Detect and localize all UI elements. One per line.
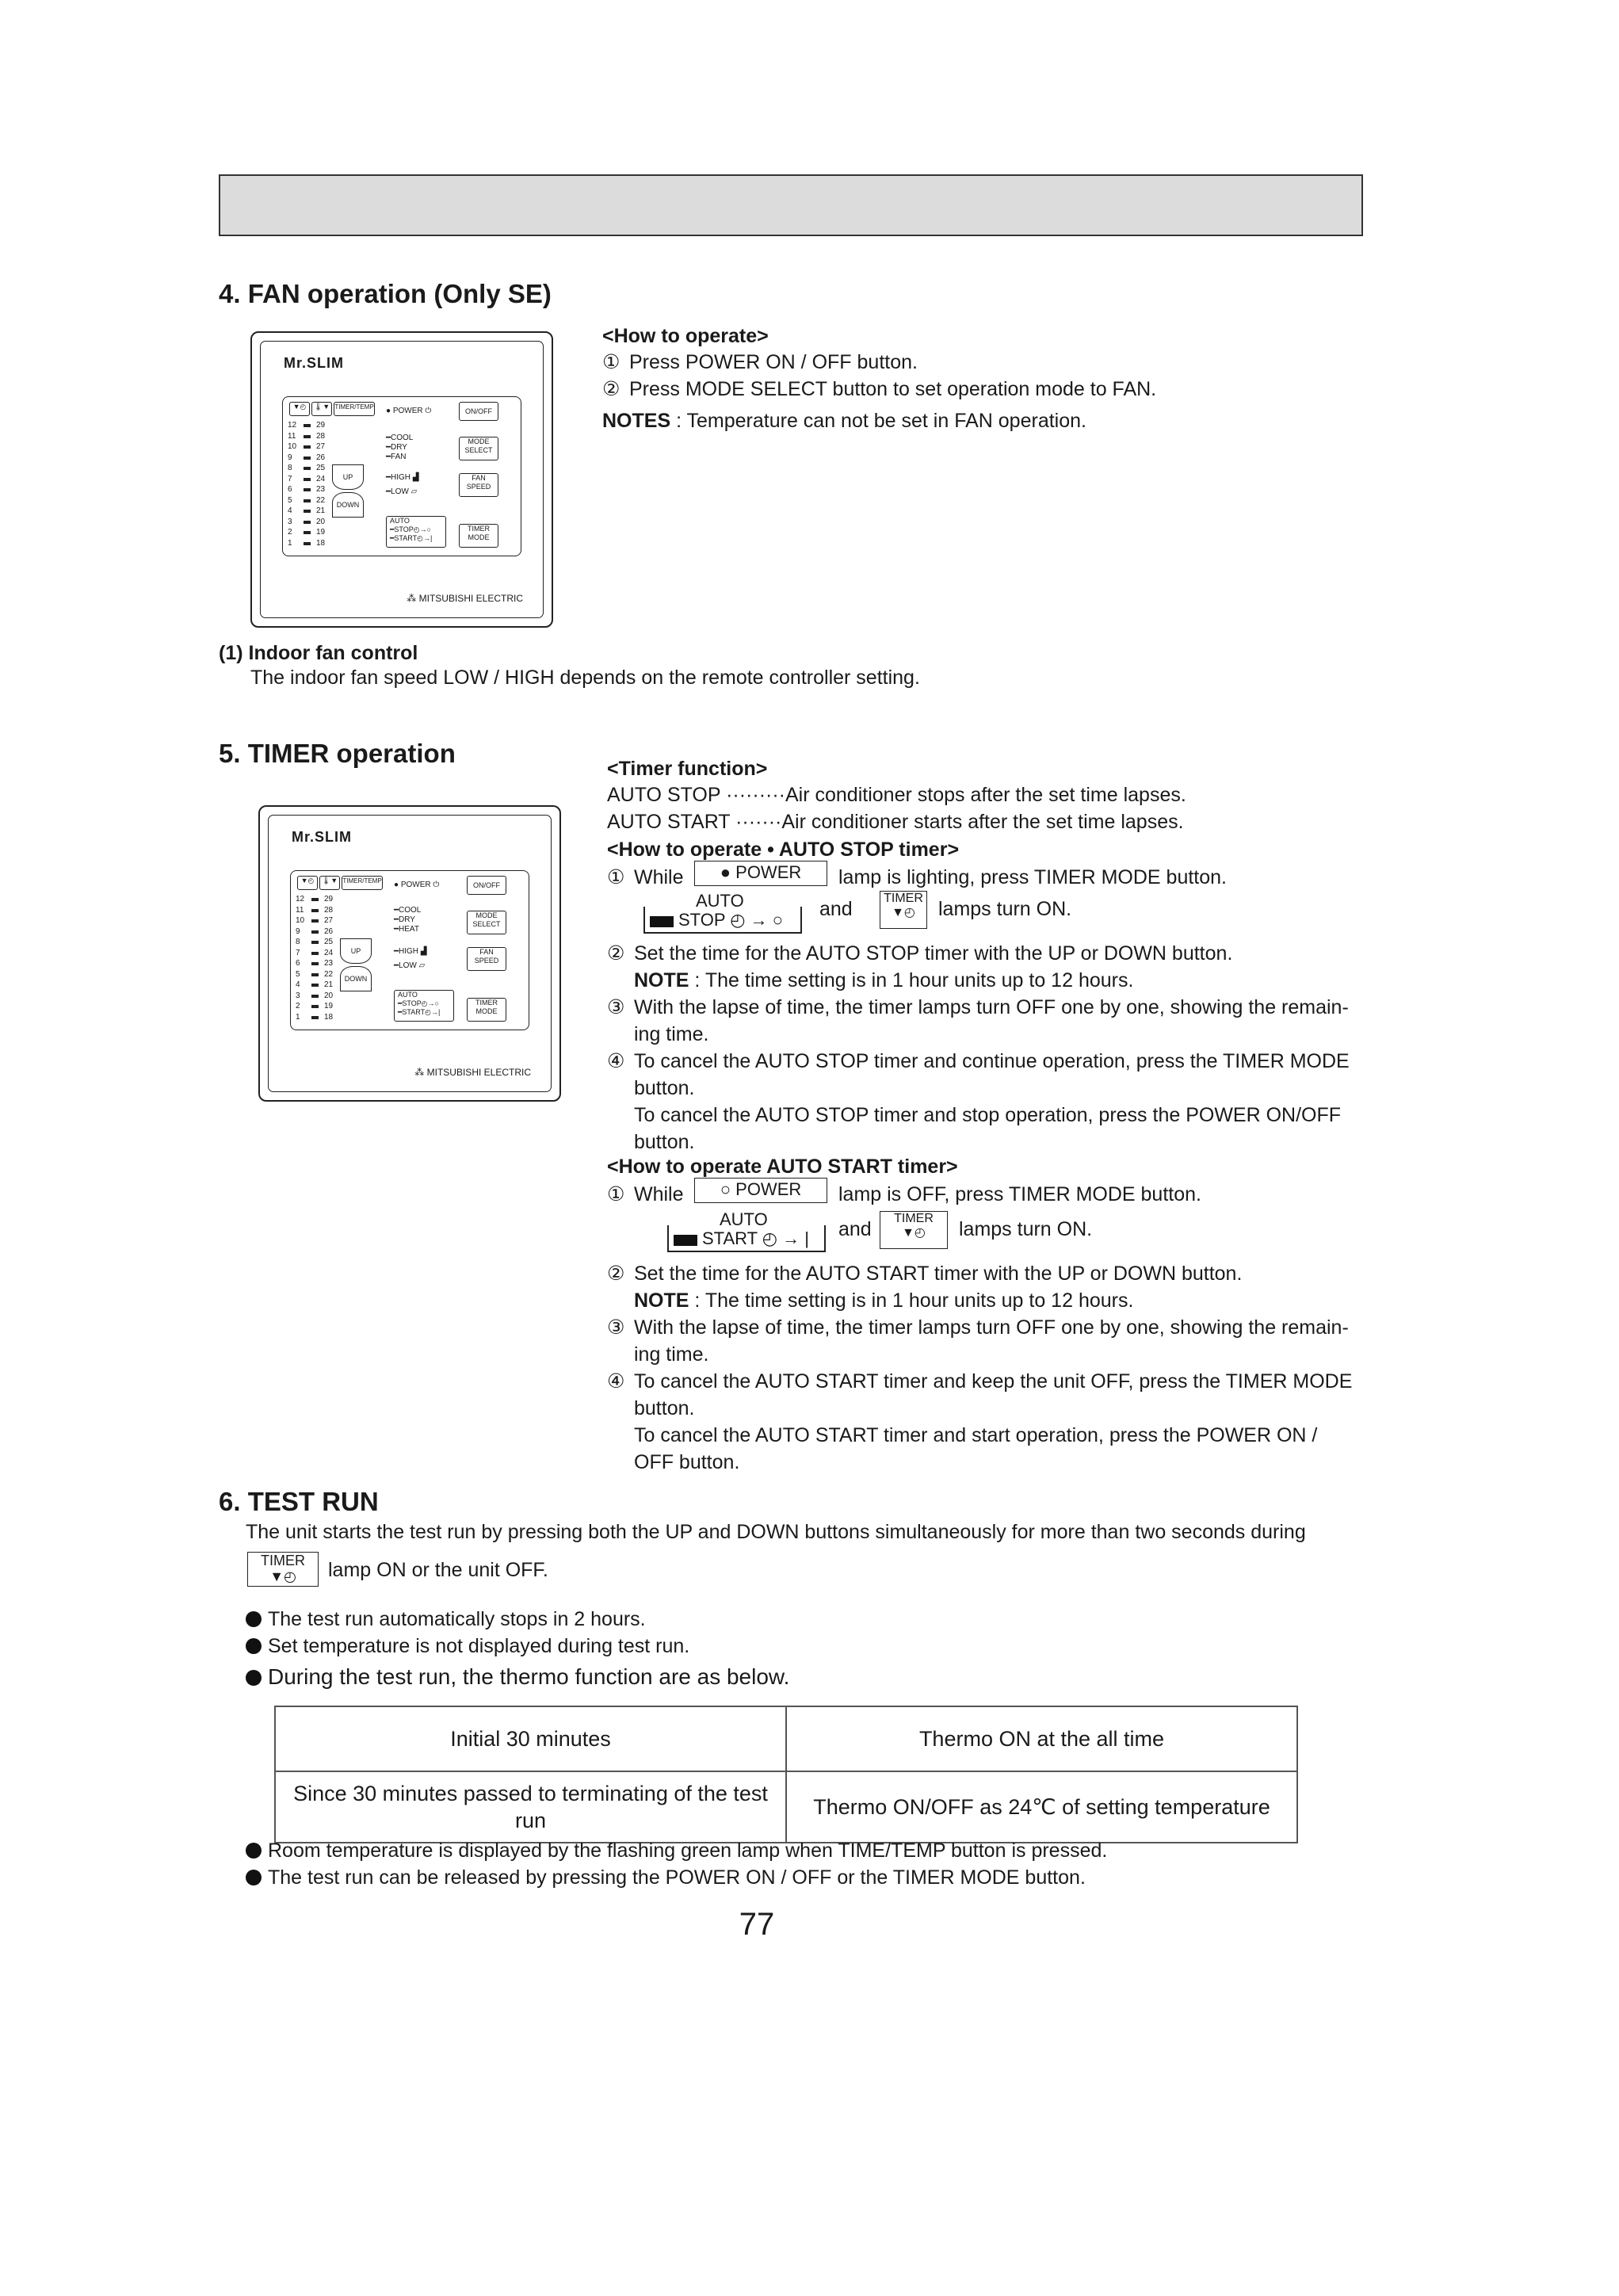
timer-down-icon: ▼◴	[289, 402, 310, 416]
lamp-bar	[650, 916, 674, 927]
auto-start-step-4: ④ To cancel the AUTO START timer and keep the unit OFF, press the TIMER MODE	[607, 1370, 1353, 1392]
scale-temp: 26	[324, 926, 334, 936]
scale-temp: 23	[324, 959, 334, 968]
auto-start-step-4-cont-b: To cancel the AUTO START timer and start operation, press the POWER ON /	[634, 1424, 1318, 1446]
scale-hour: 12	[296, 895, 305, 904]
auto-stop-title: <How to operate • AUTO STOP timer>	[607, 839, 960, 861]
temp-down-icon: 🌡▼	[311, 402, 332, 416]
scale-temp: 24	[316, 474, 326, 483]
scale-lamp	[304, 510, 311, 513]
mode-select-button: MODE SELECT	[459, 437, 498, 460]
scale-temp: 22	[324, 969, 334, 979]
scale-hour: 7	[288, 474, 292, 483]
down-button: DOWN	[332, 492, 364, 518]
high-lamp: ━HIGH ▟	[394, 947, 427, 956]
scale-lamp	[311, 930, 319, 934]
scale-lamp	[311, 919, 319, 923]
test-run-bullet: The test run automatically stops in 2 hours.	[246, 1606, 689, 1633]
test-run-bullet: Room temperature is displayed by the flashing green lamp when TIME/TEMP button is pressed.	[246, 1837, 1107, 1864]
auto-stop-note: NOTE : The time setting is in 1 hour units up to 12 hours.	[634, 969, 1134, 991]
timer-mode-button: TIMER MODE	[459, 524, 498, 548]
auto-start-step-3: ③ With the lapse of time, the timer lamps turn OFF one by one, showing the remain-	[607, 1316, 1349, 1339]
scale-hour: 8	[296, 938, 300, 946]
lamp-bar	[674, 1235, 697, 1246]
scale-hour: 9	[288, 453, 292, 462]
auto-start-step-4-cont-c: OFF button.	[634, 1451, 740, 1473]
indoor-fan-control-text: The indoor fan speed LOW / HIGH depends on the remote controller setting.	[250, 667, 920, 689]
test-run-bullet: Set temperature is not displayed during test run.	[246, 1633, 689, 1660]
bullet-icon	[246, 1670, 262, 1686]
auto-stop-step-1-rest: lamp is lighting, press TIMER MODE button.	[838, 866, 1227, 888]
auto-start-step-4-cont-a: button.	[634, 1397, 695, 1419]
bullet-icon	[246, 1611, 262, 1627]
start-label: START ◴ → |	[702, 1228, 809, 1248]
scale-hour: 3	[288, 517, 292, 526]
timer-lamp-box: TIMER ▼◴	[880, 891, 927, 929]
scale-lamp	[304, 445, 311, 449]
auto-stop-step-4-cont-a: button.	[634, 1077, 695, 1099]
low-lamp: ━LOW ▱	[394, 961, 426, 970]
scale-lamp	[311, 941, 319, 944]
scale-lamp	[304, 542, 311, 545]
maker-logo: ⁂ MITSUBISHI ELECTRIC	[407, 593, 523, 604]
timer-function-title: <Timer function>	[607, 758, 768, 780]
auto-start-title: <How to operate AUTO START timer>	[607, 1156, 958, 1178]
high-lamp: ━HIGH ▟	[386, 473, 419, 482]
page-number: 77	[739, 1907, 775, 1942]
section5-title: 5. TIMER operation	[219, 739, 456, 768]
scale-hour: 1	[288, 538, 292, 548]
auto-timer-lamps: AUTO ━STOP◴→○ ━START◴→|	[394, 990, 454, 1022]
up-button: UP	[332, 464, 364, 490]
scale-hour: 4	[296, 980, 300, 989]
up-button: UP	[340, 938, 372, 964]
power-lamp-on-box: ● POWER	[694, 861, 827, 886]
bullet-icon	[246, 1843, 262, 1859]
section4-title: 4. FAN operation (Only SE)	[219, 279, 552, 308]
table-cell: Thermo ON/OFF as 24℃ of setting temperature	[786, 1771, 1297, 1843]
auto-stop-steps	[607, 940, 1360, 1156]
table-cell: Initial 30 minutes	[275, 1706, 786, 1771]
scale-hour: 2	[288, 528, 292, 537]
cool-lamp: ━COOL	[394, 906, 422, 915]
and-text: and	[838, 1218, 872, 1240]
fan-step-1: ① Press POWER ON / OFF button.	[602, 351, 918, 373]
scale-lamp	[304, 435, 311, 438]
table-cell: Since 30 minutes passed to terminating of the test run	[275, 1771, 786, 1843]
scale-hour: 11	[296, 905, 304, 915]
scale-lamp	[304, 499, 311, 502]
scale-lamp	[311, 898, 319, 901]
auto-start-step-2: ② Set the time for the AUTO START timer with the UP or DOWN button.	[607, 1263, 1243, 1285]
auto-start-note: NOTE : The time setting is in 1 hour units up to 12 hours.	[634, 1289, 1134, 1312]
lamps-turn-on: lamps turn ON.	[938, 898, 1072, 920]
scale-lamp	[311, 962, 319, 965]
scale-hour: 6	[288, 485, 292, 494]
scale-lamp	[304, 457, 311, 460]
mode-select-button: MODE SELECT	[467, 911, 506, 934]
auto-stop-step-4-cont-c: button.	[634, 1131, 695, 1153]
low-lamp: ━LOW ▱	[386, 487, 418, 496]
auto-stop-step-1: ① While	[607, 866, 684, 888]
and-text: and	[819, 898, 853, 920]
stop-label: STOP ◴ → ○	[678, 910, 783, 930]
remote-brand: Mr.SLIM	[284, 355, 345, 371]
scale-hour: 4	[288, 506, 292, 515]
scale-hour: 6	[296, 959, 300, 968]
timer-lamp-box: TIMER ▼◴	[247, 1552, 319, 1587]
scale-temp: 25	[324, 938, 334, 946]
scale-hour: 1	[296, 1012, 300, 1022]
heat-lamp: ━HEAT	[394, 925, 419, 934]
scale-lamp	[311, 995, 319, 998]
bullet-icon	[246, 1638, 262, 1654]
scale-temp: 20	[324, 991, 334, 1000]
auto-start-step-3-cont: ing time.	[634, 1343, 709, 1366]
scale-lamp	[304, 424, 311, 427]
scale-temp: 23	[316, 485, 326, 494]
scale-hour: 7	[296, 948, 300, 957]
power-label: POWER	[392, 407, 423, 415]
scale-hour: 5	[296, 969, 300, 979]
scale-hour: 10	[296, 916, 305, 925]
auto-stop-step-3-cont: ing time.	[634, 1023, 709, 1045]
scale-temp: 29	[324, 895, 334, 904]
how-to-operate-title: <How to operate>	[602, 325, 769, 347]
timer-temp-button: TIMER/TEMP	[334, 402, 375, 416]
scale-temp: 28	[324, 905, 334, 915]
scale-lamp	[311, 984, 319, 987]
scale-hour: 10	[288, 442, 297, 451]
down-button: DOWN	[340, 966, 372, 991]
cool-lamp: ━COOL	[386, 434, 414, 442]
remote-controller-illustration-2	[258, 805, 561, 1102]
remote-brand: Mr.SLIM	[292, 829, 353, 845]
scale-lamp	[311, 952, 319, 955]
indoor-fan-control-title: (1) Indoor fan control	[219, 642, 418, 664]
scale-lamp	[311, 973, 319, 976]
table-row	[275, 1771, 1297, 1843]
remote-panel	[290, 870, 529, 1030]
scale-temp: 27	[324, 916, 334, 925]
auto-label: AUTO	[716, 1209, 771, 1230]
scale-temp: 29	[316, 421, 326, 430]
auto-stop-step-2: ② Set the time for the AUTO STOP timer with the UP or DOWN button.	[607, 942, 1233, 965]
scale-temp: 19	[316, 528, 326, 537]
timer-function-list	[607, 781, 1186, 835]
auto-timer-lamps: AUTO ━STOP◴→○ ━START◴→|	[386, 516, 446, 548]
scale-lamp	[311, 1005, 319, 1008]
remote-controller-illustration	[250, 331, 553, 628]
scale-temp: 21	[316, 506, 326, 515]
fan-steps	[602, 349, 1156, 403]
scale-lamp	[304, 488, 311, 491]
scale-lamp	[311, 1016, 319, 1019]
power-lamp: ● POWER ⏻	[386, 407, 432, 415]
maker-logo: ⁂ MITSUBISHI ELECTRIC	[414, 1067, 531, 1078]
bullet-icon	[246, 1870, 262, 1885]
power-lamp: ● POWER ⏻	[394, 881, 440, 889]
scale-temp: 26	[316, 453, 326, 462]
auto-start-step-1: ① While	[607, 1183, 684, 1205]
auto-start-steps	[607, 1260, 1360, 1476]
dry-lamp: ━DRY	[394, 915, 415, 924]
fan-speed-button: FAN SPEED	[467, 947, 506, 971]
scale-hour: 3	[296, 991, 300, 1000]
auto-stop-step-4-cont-b: To cancel the AUTO STOP timer and stop operation, press the POWER ON/OFF	[634, 1104, 1342, 1126]
scale-lamp	[304, 478, 311, 481]
auto-stop-step-4: ④ To cancel the AUTO STOP timer and continue operation, press the TIMER MODE	[607, 1050, 1350, 1072]
scale-hour: 12	[288, 421, 297, 430]
scale-temp: 25	[316, 464, 326, 472]
timer-down-icon: ▼◴	[297, 876, 318, 890]
header-band	[219, 174, 1363, 236]
fan-speed-button: FAN SPEED	[459, 473, 498, 497]
scale-lamp	[311, 909, 319, 912]
auto-stop-step-3: ③ With the lapse of time, the timer lamps turn OFF one by one, showing the remain-	[607, 996, 1349, 1018]
scale-temp: 18	[324, 1012, 334, 1022]
on-off-button: ON/OFF	[459, 402, 498, 421]
scale-lamp	[304, 521, 311, 524]
scale-temp: 20	[316, 517, 326, 526]
fan-lamp: ━FAN	[386, 453, 407, 461]
scale-temp: 24	[324, 948, 334, 957]
scale-hour: 5	[288, 495, 292, 505]
lamps-turn-on: lamps turn ON.	[959, 1218, 1093, 1240]
scale-temp: 27	[316, 442, 326, 451]
scale-hour: 9	[296, 926, 300, 936]
scale-temp: 18	[316, 538, 326, 548]
scale-lamp	[304, 467, 311, 470]
on-off-button: ON/OFF	[467, 876, 506, 895]
scale-temp: 28	[316, 431, 326, 441]
thermo-table	[274, 1706, 1298, 1843]
auto-start-def: AUTO START ·······Air conditioner starts after the set time lapses.	[607, 811, 1184, 833]
thermo-bullet: During the test run, the thermo function are as below.	[246, 1664, 789, 1690]
scale-lamp	[304, 531, 311, 534]
scale-temp: 21	[324, 980, 334, 989]
fan-notes: NOTES : Temperature can not be set in FAN operation.	[602, 410, 1086, 432]
auto-stop-def: AUTO STOP ·········Air conditioner stops after the set time lapses.	[607, 784, 1186, 806]
scale-hour: 2	[296, 1002, 300, 1010]
auto-label: AUTO	[693, 891, 747, 911]
table-row	[275, 1706, 1297, 1771]
test-run-bullets-c	[246, 1837, 1107, 1891]
timer-temp-button: TIMER/TEMP	[342, 876, 383, 890]
test-run-bullet: The test run can be released by pressing the POWER ON / OFF or the TIMER MODE button.	[246, 1864, 1107, 1891]
scale-temp: 22	[316, 495, 326, 505]
test-run-intro-rest: lamp ON or the unit OFF.	[328, 1559, 548, 1581]
scale-hour: 11	[288, 431, 296, 441]
scale-hour: 8	[288, 464, 292, 472]
remote-panel	[282, 396, 521, 556]
dry-lamp: ━DRY	[386, 443, 407, 452]
scale-temp: 19	[324, 1002, 334, 1010]
timer-mode-button: TIMER MODE	[467, 998, 506, 1022]
temp-down-icon: 🌡▼	[319, 876, 340, 890]
auto-start-step-1-rest: lamp is OFF, press TIMER MODE button.	[838, 1183, 1201, 1205]
table-cell: Thermo ON at the all time	[786, 1706, 1297, 1771]
fan-step-2: ② Press MODE SELECT button to set operation mode to FAN.	[602, 378, 1157, 400]
timer-lamp-box: TIMER ▼◴	[880, 1211, 948, 1249]
power-lamp-off-box: ○ POWER	[694, 1178, 827, 1203]
test-run-intro: The unit starts the test run by pressing both the UP and DOWN buttons simultaneously for more than two seconds during	[246, 1521, 1306, 1543]
section6-title: 6. TEST RUN	[219, 1487, 379, 1516]
test-run-bullets-a	[246, 1606, 689, 1660]
